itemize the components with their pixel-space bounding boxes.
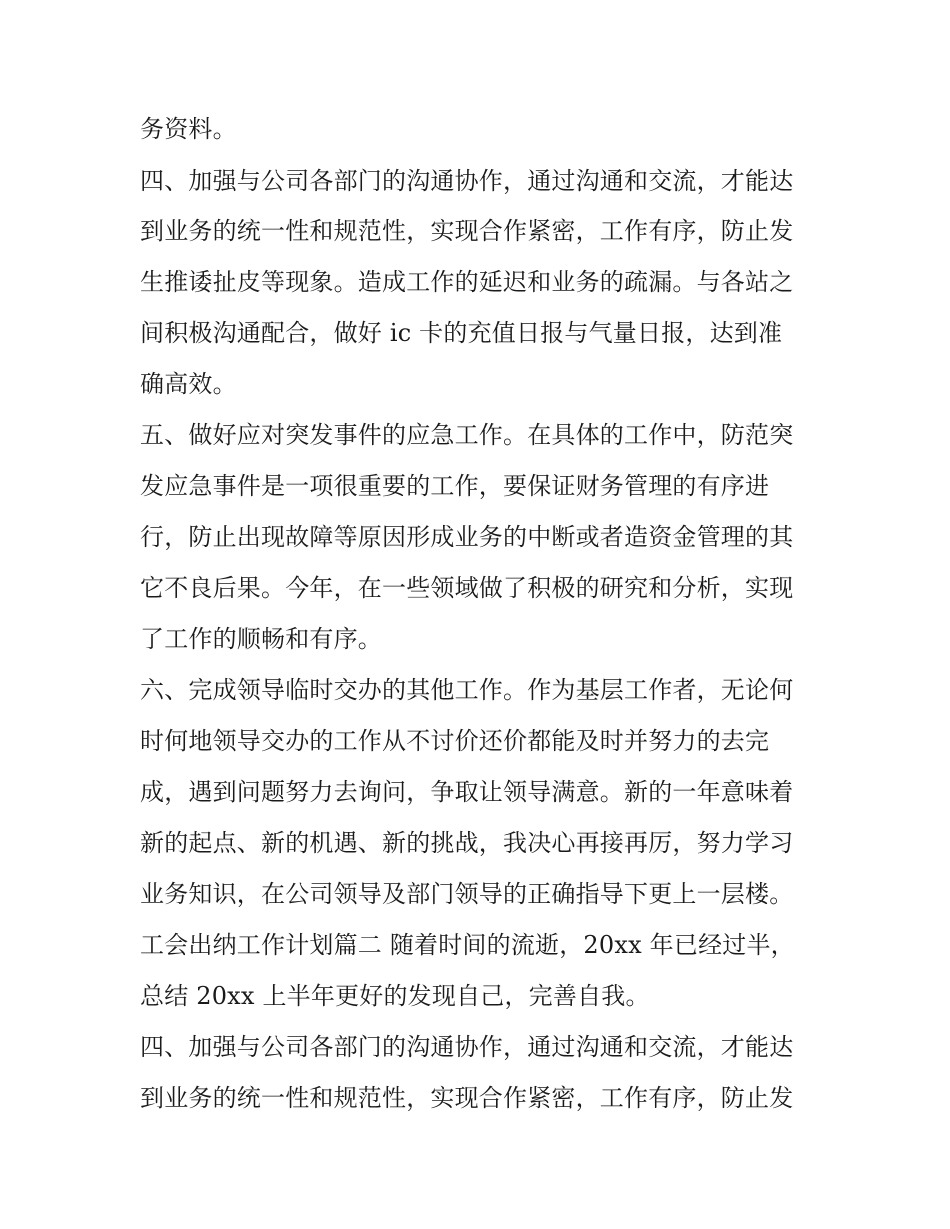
text-line: 五、做好应对突发事件的应急工作。在具体的工作中，防范突 xyxy=(140,421,794,449)
text-line: 成，遇到问题努力去询问，争取让领导满意。新的一年意味着 xyxy=(140,778,794,806)
text-line: 四、加强与公司各部门的沟通协作，通过沟通和交流，才能达 xyxy=(140,167,794,195)
text-line: 生推诿扯皮等现象。造成工作的延迟和业务的疏漏。与各站之 xyxy=(140,268,794,296)
text-line: 时何地领导交办的工作从不讨价还价都能及时并努力的去完 xyxy=(140,727,770,755)
text-line: 务资料。 xyxy=(140,115,237,143)
text-line: 四、加强与公司各部门的沟通协作，通过沟通和交流，才能达 xyxy=(140,1033,794,1061)
text-line: 六、完成领导临时交办的其他工作。作为基层工作者，无论何 xyxy=(140,676,794,704)
text-line: 总结 20xx 上半年更好的发现自己，完善自我。 xyxy=(140,982,650,1010)
text-line: 工会出纳工作计划篇二 随着时间的流逝，20xx 年已经过半， xyxy=(140,931,795,959)
text-line: 它不良后果。今年，在一些领域做了积极的研究和分析，实现 xyxy=(140,574,794,602)
text-line: 发应急事件是一项很重要的工作，要保证财务管理的有序进 xyxy=(140,472,770,500)
text-line: 了工作的顺畅和有序。 xyxy=(140,625,382,653)
text-line: 业务知识，在公司领导及部门领导的正确指导下更上一层楼。 xyxy=(140,880,794,908)
text-line: 确高效。 xyxy=(140,370,237,398)
text-line: 到业务的统一性和规范性，实现合作紧密，工作有序，防止发 xyxy=(140,217,794,245)
text-line: 行，防止出现故障等原因形成业务的中断或者造资金管理的其 xyxy=(140,523,794,551)
text-line: 到业务的统一性和规范性，实现合作紧密，工作有序，防止发 xyxy=(140,1084,794,1112)
text-line: 间积极沟通配合，做好 ic 卡的充值日报与气量日报，达到准 xyxy=(140,319,783,347)
text-line: 新的起点、新的机遇、新的挑战，我决心再接再厉，努力学习 xyxy=(140,829,794,857)
